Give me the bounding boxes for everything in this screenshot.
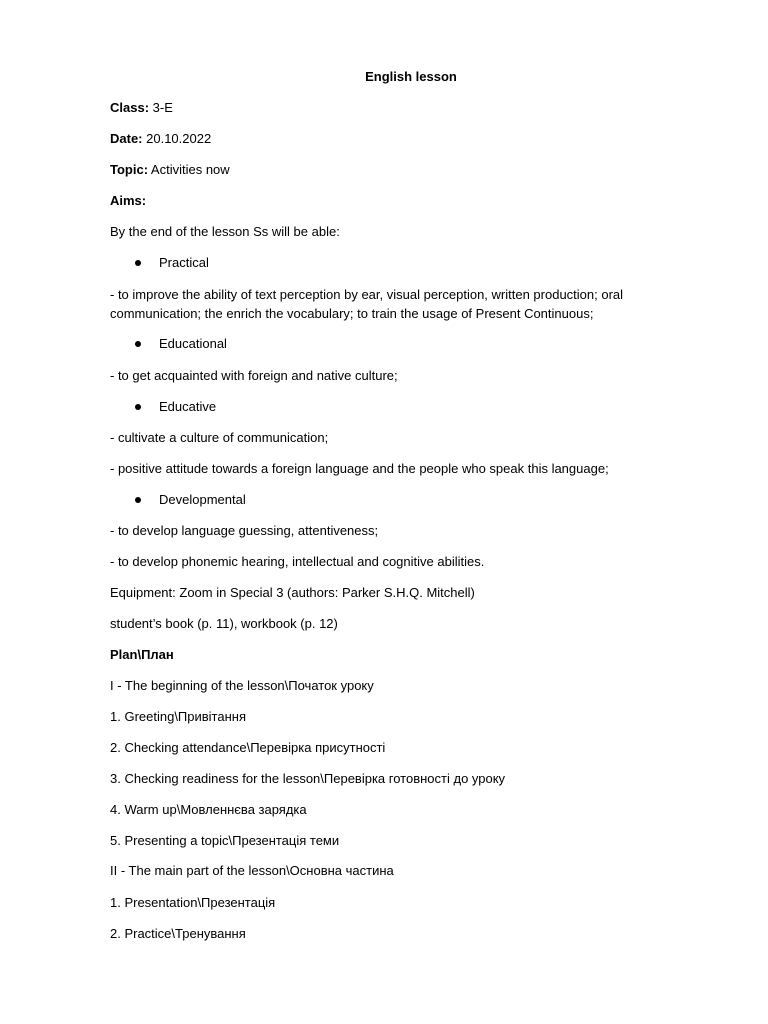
plan-item: 1. Greeting\Привітання [110, 709, 246, 724]
plan-item: 1. Presentation\Презентація [110, 895, 276, 910]
plan-item: 4. Warm up\Мовленнєва зарядка [110, 802, 307, 817]
intro-text: By the end of the lesson Ss will be able: [110, 224, 340, 239]
bullet-label: Educative [159, 399, 217, 414]
plan-section-1: I - The beginning of the lesson\Початок уроку [110, 678, 374, 693]
bullet-label: Educational [159, 336, 227, 351]
equipment-text: Equipment: Zoom in Special 3 (authors: Parker S.H.Q. Mitchell) [110, 585, 475, 600]
educative-text-1: - cultivate a culture of communication; [110, 430, 329, 445]
class-value: 3-E [149, 100, 173, 115]
books-text: student’s book (p. 11), workbook (p. 12) [110, 616, 338, 631]
practical-text: - to improve the ability of text perception by ear, visual perception, written production; oral communication; the enrich the vocabulary; to train the usage of Present Continuous; [110, 287, 624, 321]
plan-item: 3. Checking readiness for the lesson\Перевірка готовності до уроку [110, 771, 506, 786]
aims-heading: Aims: [110, 193, 147, 208]
plan-item: 2. Practice\Тренування [110, 926, 246, 941]
topic-label: Topic: [110, 162, 149, 177]
class-line [110, 99, 658, 117]
date-line [110, 130, 658, 148]
bullet-label: Practical [159, 255, 209, 270]
bullet-dot-icon [135, 497, 141, 503]
topic-value: Activities now [148, 162, 230, 177]
bullet-dot-icon [135, 260, 141, 266]
plan-heading: Plan\План [110, 647, 174, 662]
developmental-text-1: - to develop language guessing, attentiveness; [110, 523, 379, 538]
date-label: Date: [110, 131, 143, 146]
educational-text: - to get acquainted with foreign and native culture; [110, 368, 398, 383]
developmental-text-2: - to develop phonemic hearing, intellectual and cognitive abilities. [110, 554, 485, 569]
class-label: Class: [110, 100, 150, 115]
plan-section-2: II - The main part of the lesson\Основна частина [110, 863, 394, 878]
bullet-label: Developmental [159, 492, 246, 507]
educative-text-2: - positive attitude towards a foreign language and the people who speak this language; [110, 461, 609, 476]
bullet-dot-icon [135, 404, 141, 410]
plan-item: 5. Presenting a topic\Презентація теми [110, 833, 340, 848]
plan-item: 2. Checking attendance\Перевірка присутності [110, 740, 386, 755]
bullet-dot-icon [135, 341, 141, 347]
date-value: 20.10.2022 [142, 131, 212, 146]
topic-line [110, 161, 658, 179]
document-title: English lesson [365, 69, 457, 84]
